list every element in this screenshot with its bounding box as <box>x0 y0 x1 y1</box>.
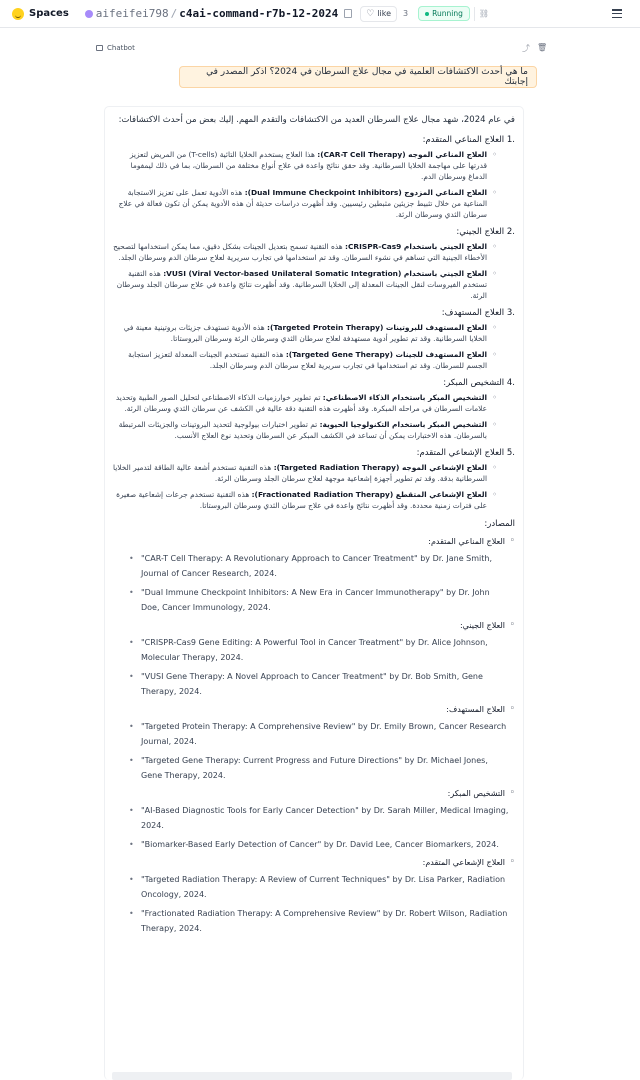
source-category: ◦ العلاج المناعي المتقدم: <box>113 535 515 548</box>
list-item <box>113 187 515 220</box>
status-badge[interactable] <box>418 6 470 21</box>
list-item <box>113 392 515 414</box>
list-item-text: تم تطوير اختبارات بيولوجية لتحديد البروتينات والجزيئات المرتبطة بالسرطان. هذه الاختبارات يمكن أن تساعد في الكشف المبكر عن السرطان وتحديد نوع العلاج الأنسب. <box>118 420 487 440</box>
heart-icon: ♡ <box>366 8 375 19</box>
path-separator: / <box>170 7 178 20</box>
source-category: ◦ العلاج الجيني: <box>113 619 515 632</box>
status-label: Running <box>432 9 463 18</box>
share-icon[interactable]: ⤴ <box>522 44 530 53</box>
sources <box>113 535 515 936</box>
section-title <box>113 225 515 239</box>
menu-icon[interactable] <box>612 9 622 18</box>
trash-icon[interactable]: 🗑 <box>537 43 548 52</box>
source-reference: • "Targeted Gene Therapy: Current Progress and Future Directions" by Dr. Michael Jones, Gene Therapy, 2024. <box>113 753 515 783</box>
next-message-hint <box>112 1072 512 1080</box>
list-item <box>113 241 515 263</box>
list-item-text: تم تطوير خوارزميات الذكاء الاصطناعي لتحليل الصور الطبية وتحديد علامات السرطان في مراحله المبكرة. وقد أظهرت هذه التقنية دقة عالية في الكشف عن سرطان الثدي وسرطان الرئة. <box>115 393 487 413</box>
repo-name-link[interactable]: c4ai-command-r7b-12-2024 <box>179 7 339 20</box>
section-number: 1. <box>506 135 515 145</box>
source-reference: • "CAR-T Cell Therapy: A Revolutionary Approach to Cancer Treatment" by Dr. Jane Smith, Journal of Cancer Research, 2024. <box>113 551 515 581</box>
source-reference: • "CRISPR-Cas9 Gene Editing: A Powerful Tool in Cancer Treatment" by Dr. Alice Johnson, Molecular Therapy, 2024. <box>113 635 515 665</box>
list-item-text: هذه التقنية تستخدم جرعات إشعاعية صغيرة على فترات زمنية محددة. وقد أظهرت نتائج واعدة في علاج سرطان الثدي وسرطان البروستاتا. <box>116 490 487 510</box>
source-reference: • "AI-Based Diagnostic Tools for Early Cancer Detection" by Dr. Sarah Miller, Medical Imaging, 2024. <box>113 803 515 833</box>
source-reference: • "VUSI Gene Therapy: A Novel Approach to Cancer Treatment" by Dr. Bob Smith, Gene Therapy, 2024. <box>113 669 515 699</box>
user-message <box>179 66 537 88</box>
section-title <box>113 306 515 320</box>
list-item <box>113 349 515 371</box>
owner-link[interactable]: aifeifei798 <box>95 7 169 20</box>
list-item-heading: العلاج الجيني باستخدام VUSI (Viral Vector-based Unilateral Somatic Integration): <box>163 269 487 278</box>
sources-title: المصادر: <box>484 519 515 529</box>
user-message-text: ما هي أحدث الاكتشافات العلمية في مجال علاج السرطان في 2024؟ اذكر المصدر في إجابتك <box>206 67 528 87</box>
section-title-text: العلاج الجيني: <box>456 227 505 237</box>
source-category: ◦ العلاج الإشعاعي المتقدم: <box>113 856 515 869</box>
link-icon[interactable]: ⛓ <box>478 9 489 18</box>
list-item <box>113 268 515 301</box>
list-item-text: هذه التقنية تسمح بتعديل الجينات بشكل دقيق، مما يمكن استخدامها لتصحيح الأخطاء الجينية التي تساهم في نشوء السرطان. وقد تم استخدامها في تجارب سريرية لعلاج سرطان الدم وسرطان الجلد. <box>113 242 487 262</box>
owner-avatar <box>85 10 93 18</box>
source-category: ◦ التشخيص المبكر: <box>113 787 515 800</box>
list-item-heading: العلاج المناعي المزدوج (Dual Immune Checkpoint Inhibitors): <box>244 188 487 197</box>
list-item <box>113 419 515 441</box>
chat-tools <box>522 43 547 54</box>
list-item-heading: العلاج المستهدف للبروتينات (Targeted Protein Therapy): <box>267 323 487 332</box>
section-title <box>113 376 515 390</box>
list-item-text: هذه التقنية تستخدم الفيروسات لنقل الجينات المعدلة إلى الخلايا السرطانية. وقد أظهرت نتائج واعدة في علاج سرطان الجلد وسرطان الرئة. <box>116 269 487 300</box>
like-label: like <box>377 9 392 18</box>
section-title <box>113 133 515 147</box>
chat-bubble-icon <box>96 45 103 51</box>
section-number: 2. <box>506 227 515 237</box>
section-title-text: العلاج المستهدف: <box>441 308 505 318</box>
list-item-heading: العلاج الجيني باستخدام CRISPR-Cas9: <box>345 242 487 251</box>
source-category: ◦ العلاج المستهدف: <box>113 703 515 716</box>
list-item <box>113 149 515 182</box>
section-number: 4. <box>506 378 515 388</box>
source-reference: • "Targeted Radiation Therapy: A Review of Current Techniques" by Dr. Lisa Parker, Radiation Oncology, 2024. <box>113 872 515 902</box>
source-reference: • "Fractionated Radiation Therapy: A Comprehensive Review" by Dr. Robert Wilson, Radiation Therapy, 2024. <box>113 906 515 936</box>
section-number: 5. <box>506 448 515 458</box>
chatbot-label <box>96 44 135 52</box>
like-count[interactable]: 3 <box>403 9 409 18</box>
list-item-heading: العلاج المناعي الموجه (CAR-T Cell Therapy): <box>317 150 487 159</box>
list-item-text: هذه الأدوية تستهدف جزيئات بروتينية معينة في الخلايا السرطانية. وقد تم تطوير أدوية مستهدفة لعلاج سرطان الثدي وسرطان الرئة وسرطان البروستاتا. <box>123 323 487 343</box>
hf-logo-icon[interactable] <box>12 8 24 20</box>
list-item-text: هذه الأدوية تعمل على تعزيز الاستجابة المناعية من خلال تثبيط جزيئين مثبطين رئيسيين. وقد أظهرت دراسات حديثة أن هذه الأدوية يمكن أن تكون فعالة في علاج سرطان الثدي وسرطان الرئة. <box>118 188 487 219</box>
source-reference: • "Biomarker-Based Early Detection of Cancer" by Dr. David Lee, Cancer Biomarkers, 2024. <box>113 837 515 852</box>
copy-icon[interactable] <box>344 9 352 18</box>
bot-intro: في عام 2024، شهد مجال علاج السرطان العديد من الاكتشافات والتقدم المهم. إليك بعض من أحدث الاكتشافات: <box>118 115 515 125</box>
section-title <box>113 446 515 460</box>
sections <box>113 133 515 511</box>
list-item-text: هذا العلاج يستخدم الخلايا التائية (T-cells) من المريض لتعزيز قدرتها على مهاجمة الخلايا السرطانية. وقد حقق نتائج واعدة في علاج أنواع مختلفة من السرطان، بما في ذلك ليمفوما الدماغ وسرطان الدم. <box>129 150 487 181</box>
bot-message <box>104 106 524 1080</box>
section-number: 3. <box>506 308 515 318</box>
list-item-heading: التشخيص المبكر باستخدام التكنولوجيا الحيوية: <box>319 420 487 429</box>
section-title-text: العلاج الإشعاعي المتقدم: <box>416 448 505 458</box>
list-item-heading: العلاج المستهدف للجينات (Targeted Gene Therapy): <box>285 350 487 359</box>
list-item-text: هذه التقنية تستخدم أشعة عالية الطاقة لتدمير الخلايا السرطانية بدقة. وقد تم تطوير أجهزة إشعاعية موجهة لعلاج سرطان الجلد وسرطان الرئة. <box>113 463 487 483</box>
source-reference: • "Targeted Protein Therapy: A Comprehensive Review" by Dr. Emily Brown, Cancer Research Journal, 2024. <box>113 719 515 749</box>
list-item-text: هذه التقنية تستخدم الجينات المعدلة لتعزيز استجابة الجسم للسرطان. وقد تم استخدامها في تجارب سريرية لعلاج سرطان الدم وسرطان الجلد. <box>128 350 487 370</box>
list-item-heading: التشخيص المبكر باستخدام الذكاء الاصطناعي: <box>322 393 487 402</box>
source-reference: • "Dual Immune Checkpoint Inhibitors: A New Era in Cancer Immunotherapy" by Dr. John Doe, Cancer Immunology, 2024. <box>113 585 515 615</box>
list-item <box>113 489 515 511</box>
section-title-text: التشخيص المبكر: <box>443 378 505 388</box>
list-item-heading: العلاج الإشعاعي الموجه (Targeted Radiation Therapy): <box>273 463 487 472</box>
list-item-heading: العلاج الإشعاعي المتقطع (Fractionated Radiation Therapy): <box>251 490 487 499</box>
like-button[interactable] <box>360 6 397 22</box>
divider <box>474 7 475 21</box>
section-title-text: العلاج المناعي المتقدم: <box>422 135 505 145</box>
spaces-link[interactable]: Spaces <box>29 8 69 19</box>
list-item <box>113 462 515 484</box>
list-item <box>113 322 515 344</box>
top-bar <box>0 0 640 28</box>
chatbot-label-text: Chatbot <box>107 44 135 52</box>
status-dot <box>425 12 429 16</box>
